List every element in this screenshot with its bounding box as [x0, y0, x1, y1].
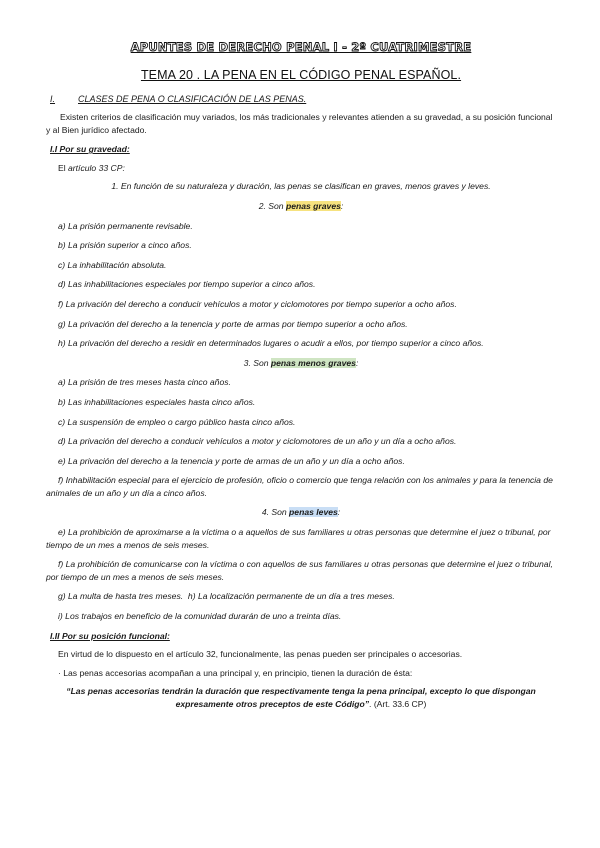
- quote-block: [56, 685, 546, 710]
- point-3-prefix: 3. Son: [243, 357, 271, 368]
- list-item: a) La prisión permanente revisable.: [58, 220, 193, 231]
- document-title: APUNTES DE DERECHO PENAL I - 2º CUATRIMESTRE: [130, 40, 472, 54]
- list-item: h) La privación del derecho a residir en determinados lugares o acudir a ellos, por tiempo superior a cinco años.: [58, 338, 484, 349]
- quote-text: “Las penas accesorias tendrán la duración que respectivamente tenga la pena principal, excepto lo que dispongan expresamente otros preceptos de este Código”: [66, 686, 536, 709]
- point-3-menos-graves: [46, 357, 556, 370]
- list-item: d) La privación del derecho a conducir vehículos a motor y ciclomotores de un año y un día a ocho años.: [58, 436, 457, 447]
- highlight-penas-menos-graves: penas menos graves: [270, 357, 356, 368]
- list-item: c) La suspensión de empleo o cargo público hasta cinco años.: [58, 416, 296, 427]
- list-item: f) La prohibición de comunicarse con la víctima o con aquellos de sus familiares u otras personas que determine el juez o tribunal, por tiempo de un mes a menos de seis meses.: [46, 559, 553, 582]
- point-2-prefix: 2. Son: [258, 200, 286, 211]
- article-ref: artículo 33 CP:: [68, 162, 125, 173]
- intro-paragraph: Existen criterios de clasificación muy variados, los más tradicionales y relevantes atienden a su gravedad, a su posición funcional y al Bien jurídico afectado.: [46, 112, 553, 135]
- posicion-paragraph-1: En virtud de lo dispuesto en el artículo 32, funcionalmente, las penas pueden ser principales o accesorias.: [58, 649, 463, 660]
- list-item: d) Las inhabilitaciones especiales por tiempo superior a cinco años.: [58, 279, 316, 290]
- list-item: e) La privación del derecho a la tenencia y porte de armas de un año y un día a ocho años.: [58, 455, 405, 466]
- section-heading: [50, 93, 556, 105]
- list-item: c) La inhabilitación absoluta.: [58, 259, 167, 270]
- subsection-gravedad-heading: I.I Por su gravedad:: [50, 144, 130, 155]
- list-item: g) La privación del derecho a la tenencia y porte de armas por tiempo superior a ocho años.: [58, 318, 408, 329]
- point-4-leves: [46, 506, 556, 519]
- section-number: I.: [50, 94, 56, 104]
- list-item: i) Los trabajos en beneficio de la comunidad durarán de uno a treinta días.: [58, 611, 342, 622]
- posicion-paragraph-2: · Las penas accesorias acompañan a una principal y, en principio, tienen la duración de ésta:: [58, 667, 413, 678]
- list-item: g) La multa de hasta tres meses. h) La localización permanente de un día a tres meses.: [58, 591, 395, 602]
- article-reference: [58, 162, 556, 175]
- list-item: f) La privación del derecho a conducir vehículos a motor y ciclomotores por tiempo superior a ocho años.: [58, 298, 457, 309]
- point-2-graves: [46, 200, 556, 213]
- highlight-penas-leves: penas leves: [289, 507, 338, 518]
- list-item: a) La prisión de tres meses hasta cinco años.: [58, 377, 231, 388]
- section-title: CLASES DE PENA O CLASIFICACIÓN DE LAS PENAS.: [78, 94, 307, 104]
- highlight-penas-graves: penas graves: [285, 200, 341, 211]
- point-4-suffix: :: [337, 507, 341, 518]
- tema-title: TEMA 20 . LA PENA EN EL CÓDIGO PENAL ESPAÑOL.: [140, 68, 462, 82]
- point-4-prefix: 4. Son: [261, 507, 290, 518]
- article-prefix: El: [58, 162, 69, 173]
- quote-reference: . (Art. 33.6 CP): [369, 699, 427, 709]
- list-item: b) La prisión superior a cinco años.: [58, 240, 192, 251]
- point-1: 1. En función de su naturaleza y duración, las penas se clasifican en graves, menos graves y leves.: [111, 181, 491, 192]
- list-item: e) La prohibición de aproximarse a la víctima o a aquellos de sus familiares u otras personas que determine el juez o tribunal, por tiempo de un mes a menos de seis meses.: [46, 527, 551, 550]
- list-item: f) Inhabilitación especial para el ejercicio de profesión, oficio o comercio que tenga relación con los animales y para la tenencia de animales de un año y un día a cinco años.: [46, 475, 553, 498]
- point-3-suffix: :: [355, 357, 359, 368]
- point-2-suffix: :: [340, 200, 344, 211]
- subsection-posicion-heading: I.II Por su posición funcional:: [50, 630, 170, 641]
- list-item: b) Las inhabilitaciones especiales hasta cinco años.: [58, 396, 256, 407]
